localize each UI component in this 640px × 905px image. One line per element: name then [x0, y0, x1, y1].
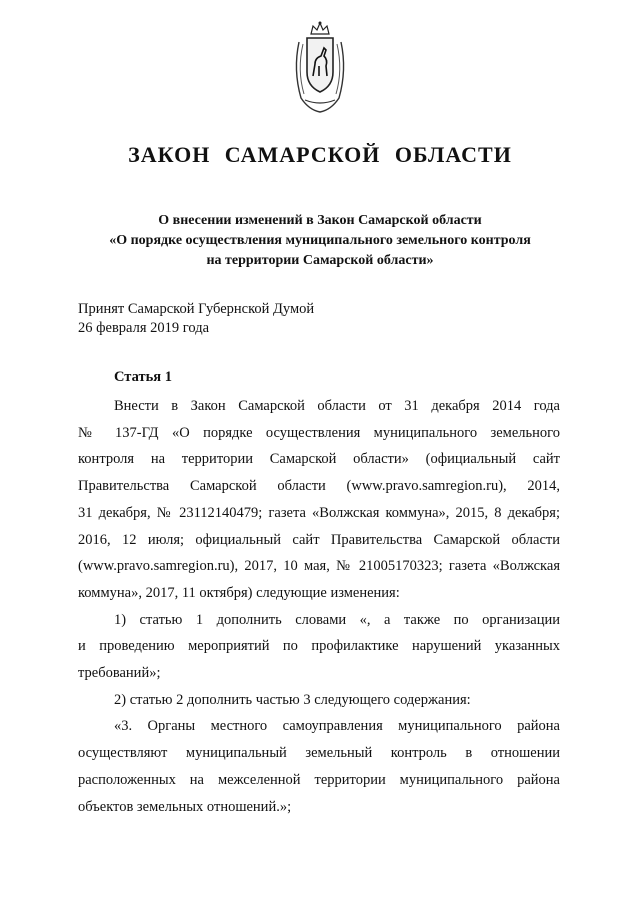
- adoption-date: 26 февраля 2019 года: [78, 320, 210, 336]
- subtitle-line: О внесении изменений в Закон Самарской области: [158, 213, 482, 228]
- article-body: [78, 393, 560, 820]
- text-line: осуществляют муниципальный земельный контроль в отношении: [78, 745, 560, 762]
- subtitle-line: «О порядке осуществления муниципального земельного контроля: [109, 233, 531, 248]
- subtitle-line: на территории Самарской области»: [206, 253, 434, 268]
- text-line: коммуна», 2017, 11 октября) следующие изменения:: [78, 584, 400, 601]
- text-line: 2) статью 2 дополнить частью 3 следующего содержания:: [114, 691, 471, 708]
- law-title: ЗАКОН САМАРСКОЙ ОБЛАСТИ: [128, 142, 512, 167]
- text-line: 31 декабря, № 23112140479; газета «Волжская коммуна», 2015, 8 декабря;: [78, 504, 560, 521]
- adoption-body: Принят Самарской Губернской Думой: [78, 301, 315, 317]
- text-line: (www.pravo.samregion.ru), 2017, 10 мая, № 21005170323; газета «Волжская: [78, 558, 560, 575]
- text-line: 2016, 12 июля; официальный сайт Правительства Самарской области: [78, 531, 560, 548]
- coat-of-arms-emblem-icon: [289, 20, 351, 115]
- text-line: контроля на территории Самарской области» (официальный сайт: [78, 451, 560, 468]
- text-line: требований»;: [78, 665, 161, 682]
- law-subtitle: [60, 211, 580, 271]
- text-line: Правительства Самарской области (www.pravo.samregion.ru), 2014,: [78, 478, 560, 495]
- text-line: и проведению мероприятий по профилактике нарушений указанных: [78, 638, 560, 655]
- article-heading: Статья 1: [114, 369, 172, 385]
- text-line: Внести в Закон Самарской области от 31 декабря 2014 года: [114, 398, 560, 414]
- text-line: объектов земельных отношений.»;: [78, 798, 292, 815]
- text-line: расположенных на межселенной территории муниципального района: [78, 771, 560, 788]
- text-line: 1) статью 1 дополнить словами «, а также по организации: [114, 611, 560, 628]
- adoption-info: [78, 300, 314, 338]
- text-line: «3. Органы местного самоуправления муниципального района: [114, 718, 560, 735]
- text-line: № 137-ГД «О порядке осуществления муниципального земельного: [78, 424, 560, 441]
